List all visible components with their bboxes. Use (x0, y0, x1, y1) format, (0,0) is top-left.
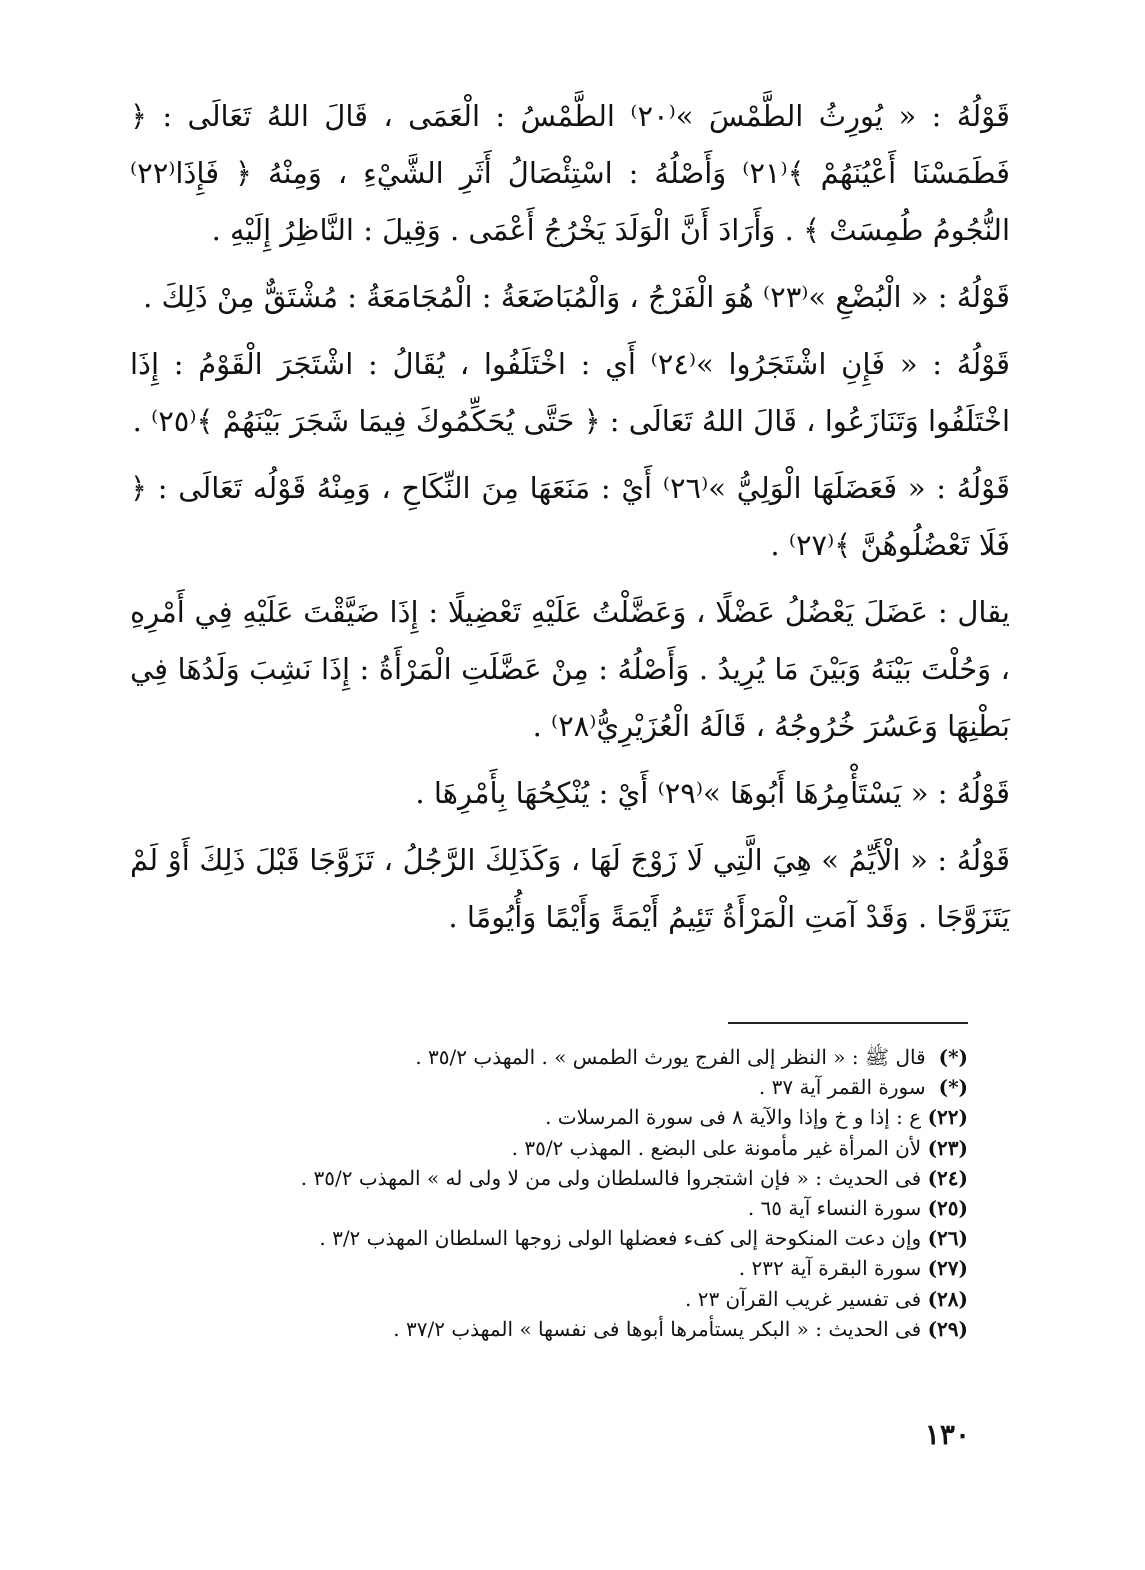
footnote-mark: (٢٩) (927, 1316, 968, 1341)
footnote-mark: (٢٧) (927, 1256, 968, 1281)
footnote-text: وإن دعت المنكوحة إلى كفء فعضلها الولى زوجها السلطان المهذب ٣/٢ . (319, 1226, 922, 1251)
footnote-text: قال ﷺ : « النظر إلى الفرج يورث الطمس » . المهذب ٣٥/٢ . (415, 1045, 926, 1069)
footnote-divider (728, 1022, 968, 1024)
entry-ishtajaru: قَوْلُهُ : « فَإِنِ اشْتَجَرُوا »⁽٢٤⁾ أَي : اخْتَلَفُوا ، يُقَالُ : اشْتَجَرَ الْقَوْمُ : إِذَا اخْتَلَفُوا وَتَنَازَعُوا ، قَالَ اللهُ تَعَالَى : ﴿ حَتَّى يُحَكِّمُوكَ فِيمَا شَجَرَ بَيْنَهُمْ ﴾⁽٢٥⁾ . (130, 347, 1010, 438)
footnote-mark: (٢٦) (927, 1226, 968, 1251)
footnote-mark: (٢٣) (927, 1135, 968, 1160)
entry-bud: قَوْلُهُ : « الْبُضْعِ »⁽٢٣⁾ هُوَ الْفَرْجُ ، وَالْمُبَاضَعَةُ : الْمُجَامَعَةُ : مُشْتَقٌّ مِنْ ذَلِكَ . (143, 280, 1010, 314)
entry-adl-explanation: يقال : عَضَلَ يَعْضُلُ عَضْلًا ، وَعَضَّلْتُ عَلَيْهِ تَعْضِيلًا : إِذَا ضَيَّقْتَ عَلَيْهِ فِي أَمْرِهِ ، وَحُلْتَ بَيْنَهُ وَبَيْنَ مَا يُرِيدُ . وَأَصْلُهُ : مِنْ عَضَّلَتِ الْمَرْأَةُ : إِذَا نَشِبَ وَلَدُهَا فِي بَطْنِهَا وَعَسُرَ خُرُوجُهُ ، قَالَهُ الْعُزَيْرِيُّ⁽٢٨⁾ . (130, 595, 1010, 743)
footnote-item (200, 1072, 968, 1102)
footnote-mark: (*) (938, 1075, 968, 1100)
page-number: ١٣٠ (924, 1418, 970, 1451)
footnote-text: سورة البقرة آية ٢٣٢ . (738, 1256, 922, 1281)
entry-ayyim: قَوْلُهُ : « الْأَيِّمُ » هِيَ الَّتِي لَا زَوْجَ لَهَا ، وَكَذَلِكَ الرَّجُلُ ، تَزَوَّجَا قَبْلَ ذَلِكَ أَوْ لَمْ يَتَزَوَّجَا . وَقَدْ آمَتِ الْمَرْأَةُ تَئِيمُ أَيْمَةً وَأَيْمًا وَأُيُومًا . (130, 843, 1010, 934)
footnote-text: لأن المرأة غير مأمونة على البضع . المهذب ٣٥/٢ . (511, 1135, 922, 1160)
main-text (130, 88, 1010, 956)
footnote-item (200, 1314, 968, 1344)
entry-yastamiruha: قَوْلُهُ : « يَسْتَأْمِرُهَا أَبُوهَا »⁽٢٩⁾ أَيْ : يُنْكِحُهَا بِأَمْرِهَا . (415, 776, 1010, 810)
footnote-text: فى الحديث : « فإن اشتجروا فالسلطان ولى من لا ولى له » المهذب ٣٥/٢ . (300, 1165, 922, 1190)
entry-tams: قَوْلُهُ : « يُورِثُ الطَّمْسَ »⁽٢٠⁾ الطَّمْسُ : الْعَمَى ، قَالَ اللهُ تَعَالَى : ﴿ فَطَمَسْنَا أَعْيُنَهُمْ ﴾⁽٢١⁾ وَأَصْلُهُ : اسْتِئْصَالُ أَثَرِ الشَّيْءِ ، وَمِنْهُ ﴿ فَإِذَا⁽٢٢⁾ النُّجُومُ طُمِسَتْ ﴾ . وَأَرَادَ أَنَّ الْوَلَدَ يَخْرُجُ أَعْمَى . وَقِيلَ : النَّاظِرُ إِلَيْهِ . (130, 99, 1010, 247)
footnote-item (200, 1133, 968, 1163)
footnote-item (200, 1163, 968, 1193)
footnote-item (200, 1253, 968, 1283)
footnote-item (200, 1223, 968, 1253)
footnote-mark: (*) (938, 1045, 968, 1069)
footnote-text: فى تفسير غريب القرآن ٢٣ . (685, 1286, 922, 1311)
footnote-text: ع : إذا و خ وإذا والآية ٨ فى سورة المرسلات . (545, 1105, 922, 1130)
footnote-item (200, 1102, 968, 1132)
footnote-text: سورة القمر آية ٣٧ . (758, 1075, 926, 1100)
footnote-item (200, 1042, 968, 1072)
footnote-item (200, 1284, 968, 1314)
footnote-text: سورة النساء آية ٦٥ . (747, 1196, 922, 1221)
footnote-mark: (٢٤) (927, 1165, 968, 1190)
footnote-text: فى الحديث : « البكر يستأمرها أبوها فى نفسها » المهذب ٣٧/٢ . (393, 1316, 922, 1341)
footnote-item (200, 1193, 968, 1223)
footnotes (200, 1042, 968, 1344)
footnote-mark: (٢٢) (927, 1105, 968, 1130)
footnote-mark: (٢٥) (927, 1196, 968, 1221)
footnote-mark: (٢٨) (927, 1286, 968, 1311)
entry-adalaha: قَوْلُهُ : « فَعَضَلَهَا الْوَلِيُّ »⁽٢٦⁾ أَيْ : مَنَعَهَا مِنَ النِّكَاحِ ، وَمِنْهُ قَوْلُه تَعَالَى : ﴿ فَلَا تَعْضُلُوهُنَّ ﴾⁽٢٧⁾ . (130, 471, 1010, 562)
